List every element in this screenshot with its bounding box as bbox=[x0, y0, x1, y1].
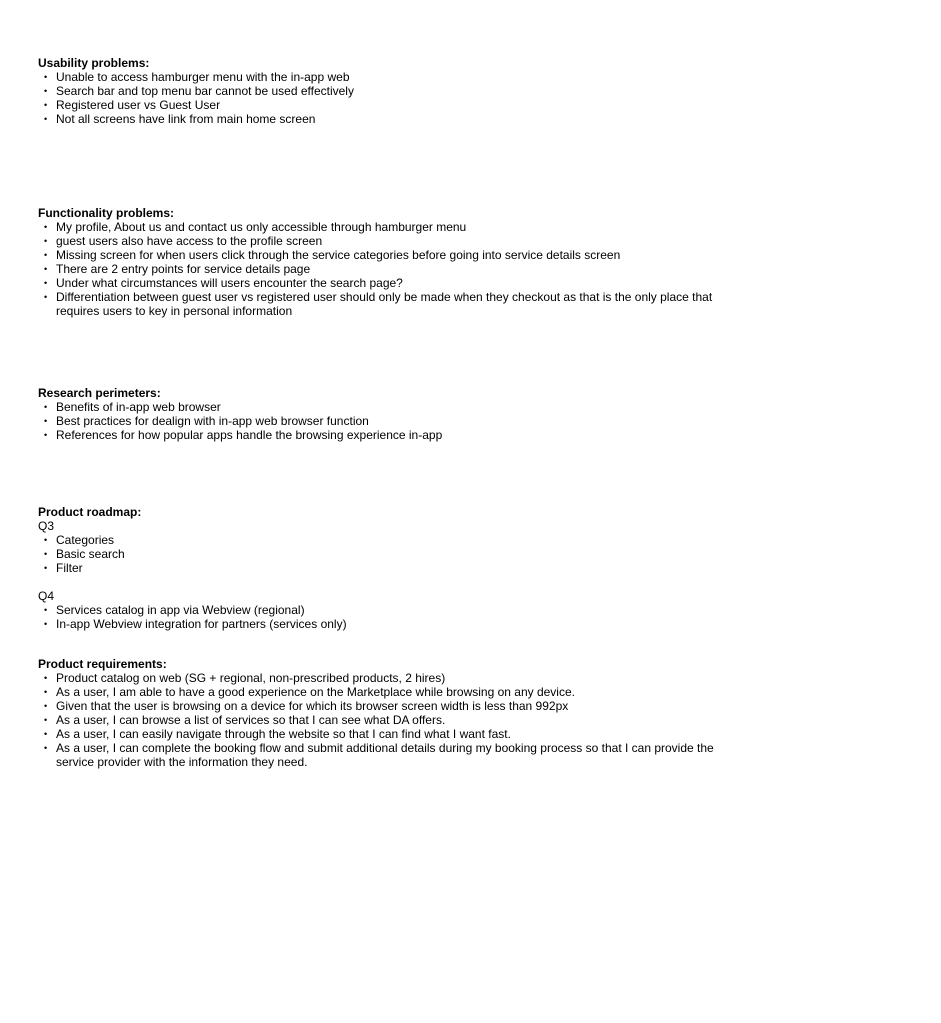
roadmap-q4-list bbox=[38, 603, 738, 631]
list-item: • Not all screens have link from main home screen bbox=[38, 112, 738, 126]
functionality-section bbox=[38, 206, 738, 318]
roadmap-q4-label: Q4 bbox=[38, 589, 55, 603]
list-item: • Registered user vs Guest User bbox=[38, 98, 738, 112]
list-item: • Basic search bbox=[38, 547, 738, 561]
list-item: • Filter bbox=[38, 561, 738, 575]
research-heading: Research perimeters: bbox=[38, 386, 161, 400]
list-item: • My profile, About us and contact us only accessible through hamburger menu bbox=[38, 220, 738, 234]
research-section bbox=[38, 386, 738, 442]
functionality-list bbox=[38, 220, 738, 318]
list-item: • Best practices for dealign with in-app web browser function bbox=[38, 414, 738, 428]
list-item: • Product catalog on web (SG + regional, non-prescribed products, 2 hires) bbox=[38, 671, 738, 685]
list-item: • Missing screen for when users click through the service categories before going into service details screen bbox=[38, 248, 738, 262]
roadmap-heading: Product roadmap: bbox=[38, 505, 142, 519]
requirements-section bbox=[38, 657, 738, 769]
requirements-heading: Product requirements: bbox=[38, 657, 167, 671]
list-item: • As a user, I can easily navigate through the website so that I can find what I want fast. bbox=[38, 727, 738, 741]
roadmap-section bbox=[38, 505, 738, 631]
usability-list bbox=[38, 70, 738, 126]
list-item: • Under what circumstances will users encounter the search page? bbox=[38, 276, 738, 290]
list-item: • Unable to access hamburger menu with the in-app web bbox=[38, 70, 738, 84]
roadmap-q3-label: Q3 bbox=[38, 519, 55, 533]
list-item: • Differentiation between guest user vs registered user should only be made when they checkout as that is the only place that requires users to key in personal information bbox=[38, 290, 738, 318]
list-item: • Benefits of in-app web browser bbox=[38, 400, 738, 414]
list-item: • Categories bbox=[38, 533, 738, 547]
usability-heading: Usability problems: bbox=[38, 56, 150, 70]
list-item: • In-app Webview integration for partners (services only) bbox=[38, 617, 738, 631]
roadmap-q3-list bbox=[38, 533, 738, 575]
list-item: • guest users also have access to the profile screen bbox=[38, 234, 738, 248]
requirements-list bbox=[38, 671, 738, 769]
list-item: • Search bar and top menu bar cannot be used effectively bbox=[38, 84, 738, 98]
list-item: • References for how popular apps handle the browsing experience in-app bbox=[38, 428, 738, 442]
list-item: • As a user, I can complete the booking flow and submit additional details during my booking process so that I can provide the service provider with the information they need. bbox=[38, 741, 738, 769]
list-item: • As a user, I can browse a list of services so that I can see what DA offers. bbox=[38, 713, 738, 727]
list-item: • Services catalog in app via Webview (regional) bbox=[38, 603, 738, 617]
list-item: • As a user, I am able to have a good experience on the Marketplace while browsing on any device. bbox=[38, 685, 738, 699]
research-list bbox=[38, 400, 738, 442]
usability-section bbox=[38, 56, 738, 126]
list-item: • There are 2 entry points for service details page bbox=[38, 262, 738, 276]
functionality-heading: Functionality problems: bbox=[38, 206, 175, 220]
list-item: • Given that the user is browsing on a device for which its browser screen width is less than 992px bbox=[38, 699, 738, 713]
